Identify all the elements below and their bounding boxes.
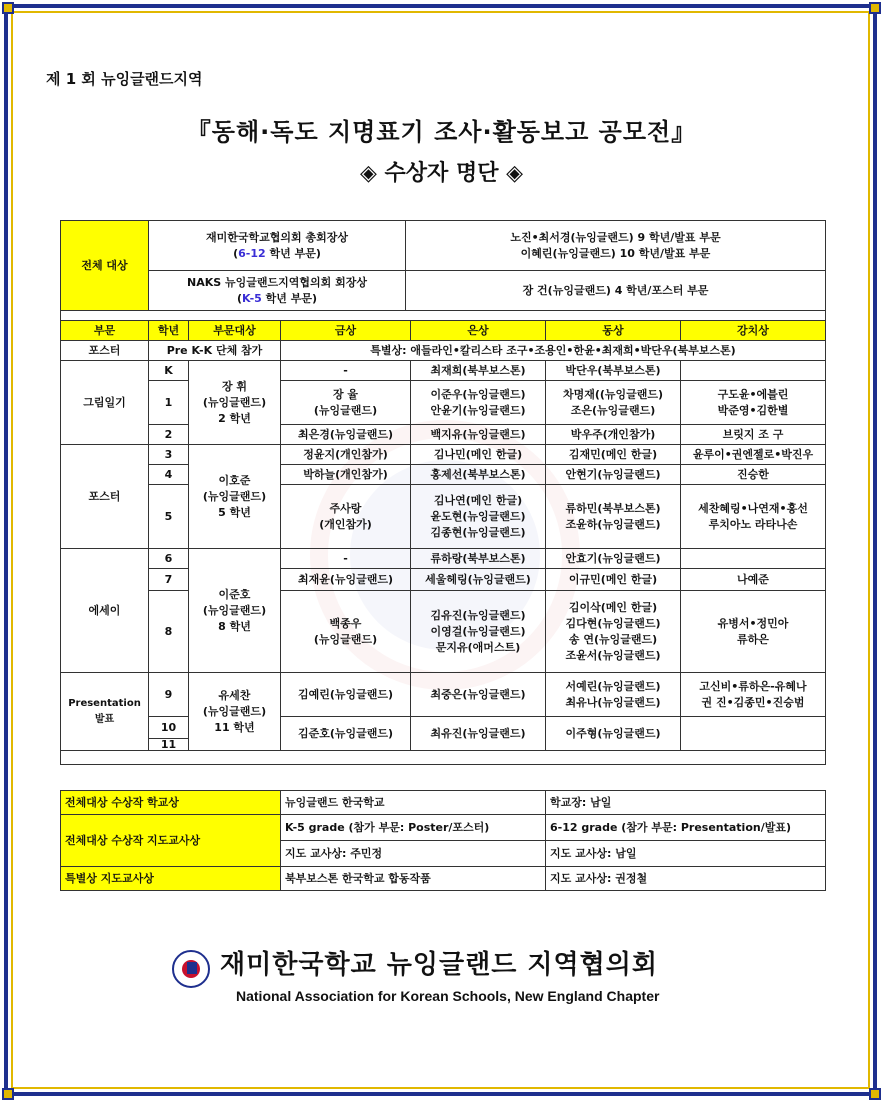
target-name: 이준호 [218,587,251,601]
winner: 박준영•김한별 [717,403,789,417]
naks-logo-icon [172,950,210,988]
grade-cell: K [149,361,189,381]
winner: 김이삭(메인 한글) [568,600,658,614]
table-row [61,425,826,445]
header-silver: 은상 [411,321,546,341]
award-value: 지도 교사상: 남일 [546,841,826,867]
award-value: 학교장: 남일 [546,791,826,815]
gangchi-cell: 진승한 [681,465,826,485]
table-row [61,549,826,569]
winner: 이준우(뉴잉글랜드) [430,387,526,401]
winner: 이혜린(뉴잉글랜드) 10 학년/발표 부문 [520,246,711,260]
winner: 백종우 [329,616,362,630]
gangchi-cell: 윤루이•권엔젤로•박진우 [681,445,826,465]
award-value: 북부보스톤 한국학교 합동작품 [281,867,546,891]
award-grade-line [151,291,403,307]
winner: 주사랑 [329,501,362,515]
target-school: (뉴잉글랜드) [202,704,267,718]
grade-cell: 7 [149,569,189,591]
winner: 류하은 [737,632,769,646]
gangchi-cell [681,361,826,381]
winner: (뉴잉글랜드) [313,403,378,417]
grade-cell: 5 [149,485,189,549]
org-name-english: National Association for Korean Schools, New England Chapter [236,988,660,1004]
target-grade: 11 학년 [214,720,255,734]
award-label: 전체대상 수상작 지도교사상 [61,815,281,867]
silver-cell: 홍제선(북부보스톤) [411,465,546,485]
silver-cell: 류하랑(북부보스톤) [411,549,546,569]
table-row [61,867,826,891]
category-cell: 그림일기 [61,361,149,445]
silver-cell: 최재희(북부보스톤) [411,361,546,381]
gold-cell: 김예린(뉴잉글랜드) [281,673,411,717]
silver-cell [411,381,546,425]
gangchi-cell [681,673,826,717]
grade-cell: 11 [149,739,189,751]
category-name: 발표 [94,713,115,725]
gangchi-cell [681,717,826,751]
winner: 고신비•류하은-유혜나 [699,679,807,693]
gold-cell: 최은경(뉴잉글랜드) [281,425,411,445]
target-grade: 8 학년 [218,619,251,633]
silver-cell [411,485,546,549]
special-award-cell: 특별상: 애들라인•칼리스타 조구•조용인•한윤•최재희•박단우(북부보스톤) [281,341,826,361]
award-winners: 장 건(뉴잉글랜드) 4 학년/포스터 부문 [406,271,826,311]
award-value: 지도 교사상: 권정철 [546,867,826,891]
corner-ornament [2,1088,14,1100]
winner: 노진•최서경(뉴잉글랜드) 9 학년/발표 부문 [510,230,721,244]
grade-cell: 10 [149,717,189,739]
winner: 조윤하(뉴잉글랜드) [565,517,661,531]
winner: 김다현(뉴잉글랜드) [565,616,661,630]
bronze-cell [546,381,681,425]
gangchi-cell [681,549,826,569]
category-cell: 에세이 [61,549,149,673]
silver-cell [411,591,546,673]
award-value: 지도 교사상: 주민정 [281,841,546,867]
winner: 이영걸(뉴잉글랜드) [430,624,526,638]
bronze-cell [546,485,681,549]
gangchi-cell [681,485,826,549]
grade-cell: 2 [149,425,189,445]
award-title: 재미한국학교협의회 총회장상 [206,230,348,244]
winner: 유병서•정민아 [717,616,789,630]
paren: ( [233,246,239,260]
gold-cell: 정윤지(개인참가) [281,445,411,465]
winner: 윤도현(뉴잉글랜드) [430,509,526,523]
grade-suffix: 학년 부문) [265,291,318,305]
silver-cell: 최중은(뉴잉글랜드) [411,673,546,717]
grade-cell: 6 [149,549,189,569]
gold-cell: 김준호(뉴잉글랜드) [281,717,411,751]
winner: 김나연(메인 한글) [433,493,523,507]
grade-range: 6-12 [238,246,266,260]
bronze-cell: 이규민(메인 한글) [546,569,681,591]
logo-map-shape [187,962,197,974]
table-row [61,569,826,591]
award-value: K-5 grade (참가 부문: Poster/포스터) [281,815,546,841]
grade-cell: 3 [149,445,189,465]
award-grade-line [151,246,403,262]
silver-cell: 김나민(메인 한글) [411,445,546,465]
org-name-korean: 재미한국학교 뉴잉글랜드 지역협의회 [220,950,658,980]
header-target: 부문대상 [189,321,281,341]
table-row [61,381,826,425]
page-subtitle: ◈ 수상자 명단 ◈ [359,161,524,186]
bronze-cell: 이주형(뉴잉글랜드) [546,717,681,751]
winner: 구도윤•에블린 [717,387,789,401]
winner: 김유진(뉴잉글랜드) [430,608,526,622]
winner: 류하민(북부보스톤) [565,501,661,515]
gold-cell [281,485,411,549]
gold-cell [281,381,411,425]
gold-cell: 최재윤(뉴잉글랜드) [281,569,411,591]
award-presidential [149,221,406,271]
silver-cell: 최유진(뉴잉글랜드) [411,717,546,751]
header-grade: 학년 [149,321,189,341]
target-cell [189,673,281,751]
target-cell [189,549,281,673]
winner: 루치아노 라타나손 [708,517,798,531]
winner: 안윤기(뉴잉글랜드) [430,403,526,417]
gold-cell: 박하늘(개인참가) [281,465,411,485]
winner: 차명재((뉴잉글랜드) [562,387,664,401]
header-bronze: 동상 [546,321,681,341]
bronze-cell: 안효기(뉴잉글랜드) [546,549,681,569]
table-row [61,485,826,549]
bronze-cell: 박우주(개인참가) [546,425,681,445]
award-value: 뉴잉글랜드 한국학교 [281,791,546,815]
gangchi-cell [681,591,826,673]
table-row [61,673,826,717]
target-grade: 2 학년 [218,411,251,425]
header-category: 부문 [61,321,149,341]
category-name: Presentation [68,697,141,709]
winner: 문지유(애머스트) [435,640,521,654]
silver-cell: 세울헤링(뉴잉글랜드) [411,569,546,591]
target-cell [189,445,281,549]
table-row [61,445,826,465]
winner: 조은(뉴잉글랜드) [570,403,656,417]
bronze-cell: 박단우(북부보스톤) [546,361,681,381]
winner: 김종현(뉴잉글랜드) [430,525,526,539]
gangchi-cell [681,381,826,425]
category-cell [61,673,149,751]
header-gangchi: 강치상 [681,321,826,341]
award-title: NAKS 뉴잉글랜드지역협의회 회장상 [187,275,367,289]
target-school: (뉴잉글랜드) [202,603,267,617]
winner: 서예린(뉴잉글랜드) [565,679,661,693]
award-winners [406,221,826,271]
header-gold: 금상 [281,321,411,341]
award-value: 6-12 grade (참가 부문: Presentation/발표) [546,815,826,841]
award-chapter-president [149,271,406,311]
target-school: (뉴잉글랜드) [202,489,267,503]
target-grade: 5 학년 [218,505,251,519]
winner: 조윤서(뉴잉글랜드) [565,648,661,662]
header-row [61,321,826,341]
gold-cell: - [281,361,411,381]
bronze-cell [546,673,681,717]
table-row [61,341,826,361]
winner: (뉴잉글랜드) [313,632,378,646]
grade-cell: 1 [149,381,189,425]
bronze-cell: 김재민(메인 한글) [546,445,681,465]
table-row [61,717,826,739]
gangchi-cell: 브릿지 조 구 [681,425,826,445]
silver-cell: 백지유(뉴잉글랜드) [411,425,546,445]
table-row [61,591,826,673]
bronze-cell: 안현기(뉴잉글랜드) [546,465,681,485]
gangchi-cell: 나예준 [681,569,826,591]
category-cell: 포스터 [61,445,149,549]
winner: 최유나(뉴잉글랜드) [565,695,661,709]
category-cell: 포스터 [61,341,149,361]
gold-cell: - [281,549,411,569]
winner: (개인참가) [319,517,372,531]
winner: 권 진•김종민•진승범 [701,695,805,709]
grade-range: K-5 [242,291,262,305]
table-row [61,791,826,815]
teacher-awards-table [60,790,826,891]
spacer-row [61,751,826,765]
award-label: 특별상 지도교사상 [61,867,281,891]
grade-cell: Pre K-K 단체 참가 [149,341,281,361]
target-name: 유세찬 [218,688,251,702]
page-title: 『동해·독도 지명표기 조사·활동보고 공모전』 [186,118,697,146]
winner: 송 연(뉴잉글랜드) [568,632,658,646]
winner: 장 율 [332,387,359,401]
table-row [61,361,826,381]
grand-prize-table [60,220,826,325]
target-name: 이호준 [218,473,251,487]
bronze-cell [546,591,681,673]
corner-ornament [869,1088,881,1100]
grand-prize-label: 전체 대상 [61,221,149,311]
corner-ornament [869,2,881,14]
target-cell [189,361,281,445]
table-row [61,815,826,841]
results-table [60,320,826,765]
edition-label: 제 1 회 뉴잉글랜드지역 [46,70,203,88]
award-label: 전체대상 수상작 학교상 [61,791,281,815]
winner: 세찬혜링•나연재•홍선 [698,501,808,515]
target-school: (뉴잉글랜드) [202,395,267,409]
grade-suffix: 학년 부문) [269,246,321,260]
corner-ornament [2,2,14,14]
grade-cell: 9 [149,673,189,717]
paren: ( [236,291,242,305]
target-name: 장 휘 [221,379,248,393]
grade-cell: 4 [149,465,189,485]
gold-cell [281,591,411,673]
grade-cell: 8 [149,591,189,673]
table-row [61,465,826,485]
